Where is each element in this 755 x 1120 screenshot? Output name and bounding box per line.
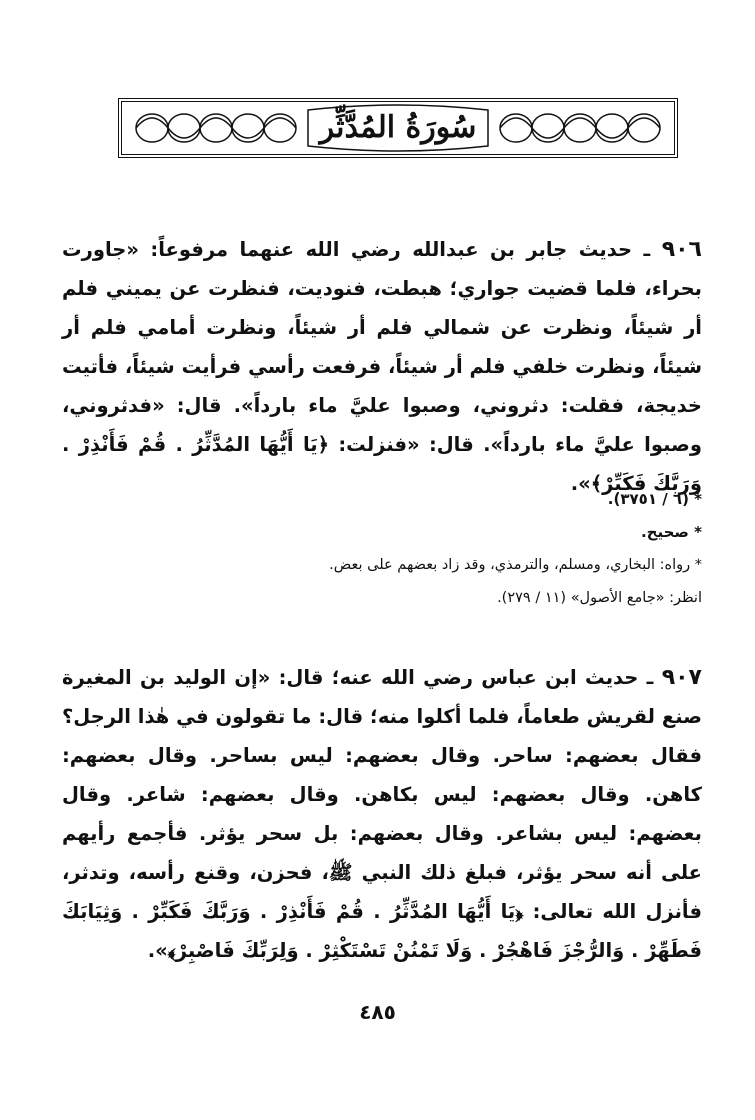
hadith-number: ٩٠٦ — [661, 237, 702, 262]
hadith-906 — [62, 230, 702, 503]
hadith-text: ـ حديث ابن عباس رضي الله عنه؛ قال: «إن الوليد بن المغيرة صنع لقريش طعاماً، فلما أكلوا منه؛ قال: ما تقولون في هٰذا الرجل؟ فقال بعضهم: ساحر. وقال بعضهم: ليس بساحر. وقال بعضهم: كاهن. وقال بعضهم: ليس بكاهن. وقال بعضهم: شاعر. وقال بعضهم: ليس بشاعر. وقال بعضهم: بل سحر يؤثر. فأجمع رأيهم على أنه سحر يؤثر، فبلغ ذلك النبي ﷺ، فحزن، وقنع رأسه، وتدثر، فأنزل الله تعالى: ﴿يَا أَيُّهَا المُدَّثِّرُ . قُمْ فَأَنْذِرْ . وَرَبَّكَ فَكَبِّرْ . وَثِيَابَكَ فَطَهِّرْ . وَالرُّجْزَ فَاهْجُرْ . وَلَا تَمْنُنْ تَسْتَكْثِرْ . وَلِرَبِّكَ فَاصْبِرْ﴾». — [62, 666, 702, 962]
surah-title: سُورَةُ المُدَّثِّر — [319, 110, 477, 145]
note-narrators: * رواه: البخاري، ومسلم، والترمذي، وقد زاد بعضهم على بعض. — [329, 557, 702, 573]
note-reference: * (٦ / ٣٧٥١). — [607, 490, 702, 508]
page-number: ٤٨٥ — [359, 1000, 396, 1024]
hadith-907 — [62, 658, 702, 970]
note-see-also: انظر: «جامع الأصول» (١١ / ٢٧٩). — [497, 590, 702, 606]
surah-header-banner — [118, 98, 678, 158]
hadith-text: ـ حديث جابر بن عبدالله رضي الله عنهما مرفوعاً: «جاورت بحراء، فلما قضيت جواري؛ هبطت، فنوديت، فنظرت عن يميني فلم أر شيئاً، ونظرت عن شمالي فلم أر شيئاً، ونظرت أمامي فلم أر شيئاً، ونظرت خلفي فلم أر شيئاً، فرفعت رأسي فرأيت شيئاً، فأتيت خديجة، فقلت: دثروني، وصبوا عليَّ ماء بارداً». قال: «فدثروني، وصبوا عليَّ ماء بارداً». قال: «فنزلت: ﴿يَا أَيُّهَا المُدَّثِّرُ . قُمْ فَأَنْذِرْ . وَرَبَّكَ فَكَبِّرْ﴾». — [62, 238, 702, 495]
hadith-906-notes — [62, 483, 702, 615]
hadith-number: ٩٠٧ — [661, 665, 702, 690]
note-grade: * صحيح. — [640, 523, 702, 541]
